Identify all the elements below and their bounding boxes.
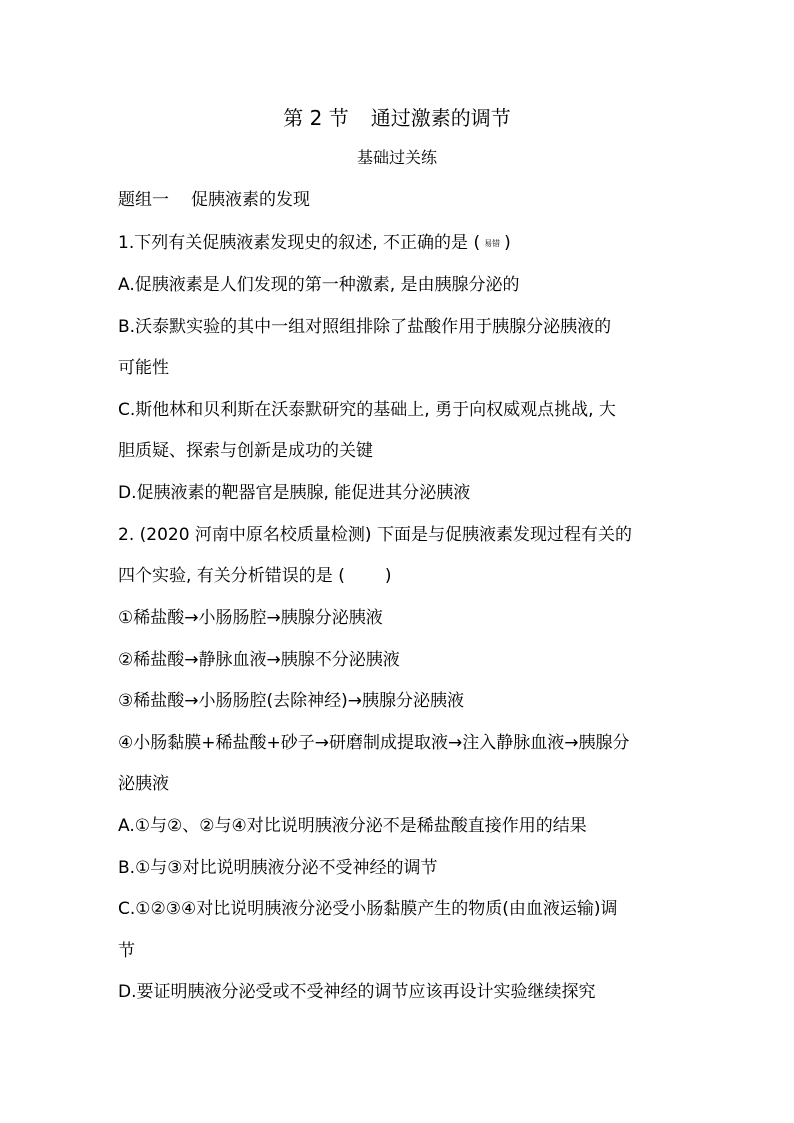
q2-experiment-1: ①稀盐酸→小肠肠腔→胰腺分泌胰液 (118, 608, 383, 628)
q2-option-b: B.①与③对比说明胰液分泌不受神经的调节 (118, 858, 438, 878)
q1-option-b-cont: 可能性 (118, 358, 169, 378)
q2-option-c-cont: 节 (118, 941, 135, 961)
section-title (0, 104, 794, 132)
exercise-subtitle: 基础过关练 (356, 148, 437, 167)
q2-stem: 2. (2020 河南中原名校质量检测) 下面是与促胰液素发现过程有关的 (118, 525, 632, 545)
question-group-heading (118, 188, 310, 212)
q2-paren-close: ) (384, 566, 392, 586)
q2-experiment-3: ③稀盐酸→小肠肠腔(去除神经)→胰腺分泌胰液 (118, 691, 464, 711)
q2-option-c: C.①②③④对比说明胰液分泌受小肠黏膜产生的物质(由血液运输)调 (118, 899, 618, 919)
q2-stem-cont (118, 564, 392, 588)
q1-paren-close: ) (504, 233, 511, 253)
q2-experiment-2: ②稀盐酸→静脉血液→胰腺不分泌胰液 (118, 650, 400, 670)
q1-stem (118, 231, 511, 256)
q2-option-a: A.①与②、②与④对比说明胰液分泌不是稀盐酸直接作用的结果 (118, 816, 587, 836)
q1-stem-text: 1.下列有关促胰液素发现史的叙述, 不正确的是 (118, 233, 469, 253)
group-label: 题组一 (118, 190, 169, 210)
q2-experiment-4: ④小肠黏膜+稀盐酸+砂子→研磨制成提取液→注入静脉血液→胰腺分 (118, 733, 630, 753)
q1-option-c: C.斯他林和贝利斯在沃泰默研究的基础上, 勇于向权威观点挑战, 大 (118, 400, 616, 420)
q1-difficulty-tag: 易错 (484, 239, 501, 248)
section-name: 通过激素的调节 (370, 106, 511, 130)
q2-option-d: D.要证明胰液分泌受或不受神经的调节应该再设计实验继续探究 (118, 982, 596, 1002)
group-name: 促胰液素的发现 (191, 190, 310, 210)
section-number: 第 2 节 (283, 106, 349, 130)
q1-paren-open: ( (473, 233, 481, 253)
q2-paren-open: ( (338, 566, 345, 586)
q2-experiment-4-cont: 泌胰液 (118, 774, 169, 794)
q1-option-b: B.沃泰默实验的其中一组对照组排除了盐酸作用于胰腺分泌胰液的 (118, 317, 612, 337)
q1-option-c-cont: 胆质疑、探索与创新是成功的关键 (118, 441, 373, 461)
q1-option-a: A.促胰液素是人们发现的第一种激素, 是由胰腺分泌的 (118, 275, 520, 295)
q2-stem-text: 四个实验, 有关分析错误的是 (118, 566, 333, 586)
q1-option-d: D.促胰液素的靶器官是胰腺, 能促进其分泌胰液 (118, 483, 471, 503)
